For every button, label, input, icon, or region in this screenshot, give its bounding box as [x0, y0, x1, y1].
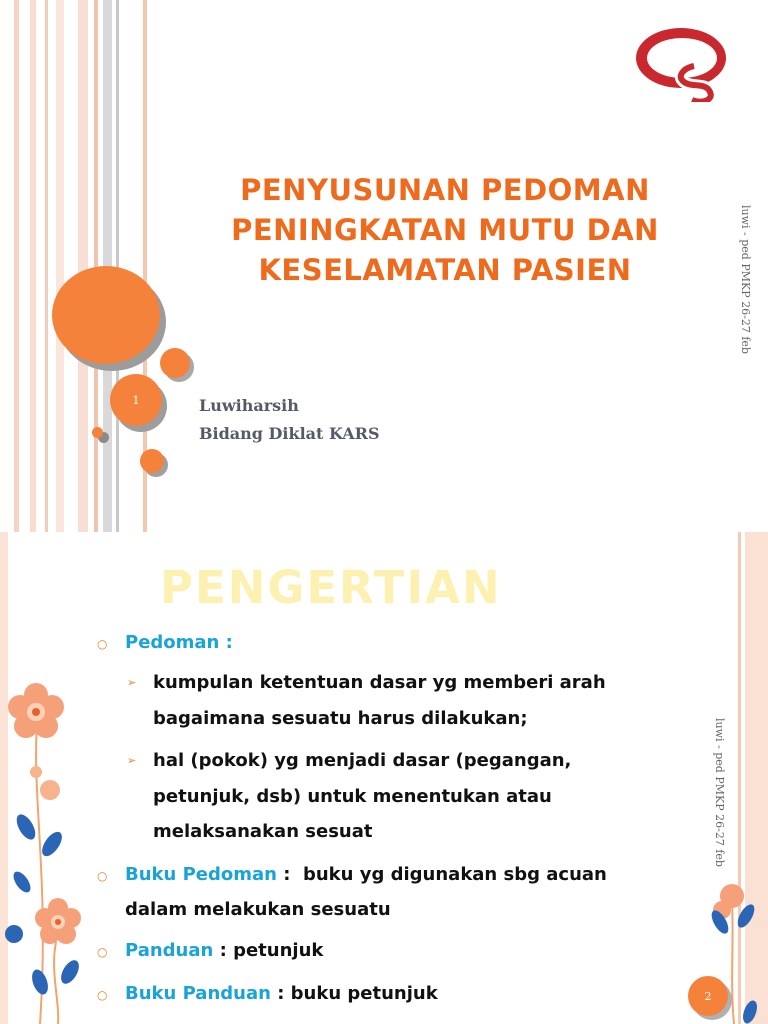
definition-text-continued: dalam melakukan sesuatu — [125, 899, 391, 920]
definition-item — [125, 983, 438, 1004]
term-buku-panduan: Buku Panduan — [125, 983, 271, 1004]
definition-item — [125, 940, 323, 961]
slide-2 — [0, 532, 768, 1024]
slide-footer: luwi - ped PMKP 26-27 feb — [739, 205, 752, 354]
flower-decoration-icon — [0, 672, 90, 1024]
bullet-icon: ○ — [97, 869, 108, 883]
sub-item-line: melaksanakan sesuat — [153, 821, 373, 842]
sub-item-line: petunjuk, dsb) untuk menentukan atau — [153, 786, 552, 807]
arrow-bullet-icon: ➢ — [127, 676, 137, 689]
term-separator: : — [276, 864, 303, 885]
term-separator: : — [270, 983, 291, 1004]
kars-logo-icon — [632, 22, 730, 102]
decor-stripe — [56, 0, 64, 532]
page-number-badge — [110, 374, 162, 426]
presentation-title — [190, 170, 700, 290]
slide-title: PENGERTIAN — [160, 561, 502, 614]
definition-term — [125, 632, 233, 653]
decor-circle-medium — [160, 348, 190, 378]
sub-item-line: hal (pokok) yg menjadi dasar (pegangan, — [153, 750, 572, 771]
decor-stripe — [45, 0, 48, 532]
bullet-icon: ○ — [97, 988, 108, 1002]
page-number: 2 — [704, 989, 712, 1003]
decor-stripe — [14, 0, 19, 532]
decor-stripe — [30, 0, 36, 532]
definition-text: buku yg digunakan sbg acuan — [302, 864, 607, 885]
term-pedoman: Pedoman : — [125, 632, 233, 653]
page-number-badge — [688, 976, 728, 1016]
bullet-icon: ○ — [97, 945, 108, 959]
title-line: PENYUSUNAN PEDOMAN — [240, 173, 650, 207]
author-block — [199, 392, 380, 448]
decor-circle-large — [52, 266, 160, 364]
decor-stripe — [78, 0, 88, 532]
slide-footer: luwi - ped PMKP 26-27 feb — [713, 718, 726, 867]
definition-text: buku petunjuk — [290, 983, 438, 1004]
author-name: Luwiharsih — [199, 396, 299, 415]
title-line: PENINGKATAN MUTU DAN — [231, 213, 659, 247]
term-buku-pedoman: Buku Pedoman — [125, 864, 277, 885]
definition-text: petunjuk — [233, 940, 324, 961]
decor-circle-small — [92, 427, 103, 438]
decor-circle-small — [140, 449, 164, 473]
term-separator: : — [213, 940, 234, 961]
definition-item — [125, 864, 607, 885]
term-panduan: Panduan — [125, 940, 214, 961]
sub-item-line: bagaimana sesuatu harus dilakukan; — [153, 708, 528, 729]
sub-item-line: kumpulan ketentuan dasar yg memberi arah — [153, 672, 606, 693]
page-number: 1 — [132, 393, 140, 407]
bullet-icon: ○ — [97, 637, 108, 651]
author-affiliation: Bidang Diklat KARS — [199, 424, 380, 443]
arrow-bullet-icon: ➢ — [127, 754, 137, 767]
title-line: KESELAMATAN PASIEN — [258, 253, 632, 287]
